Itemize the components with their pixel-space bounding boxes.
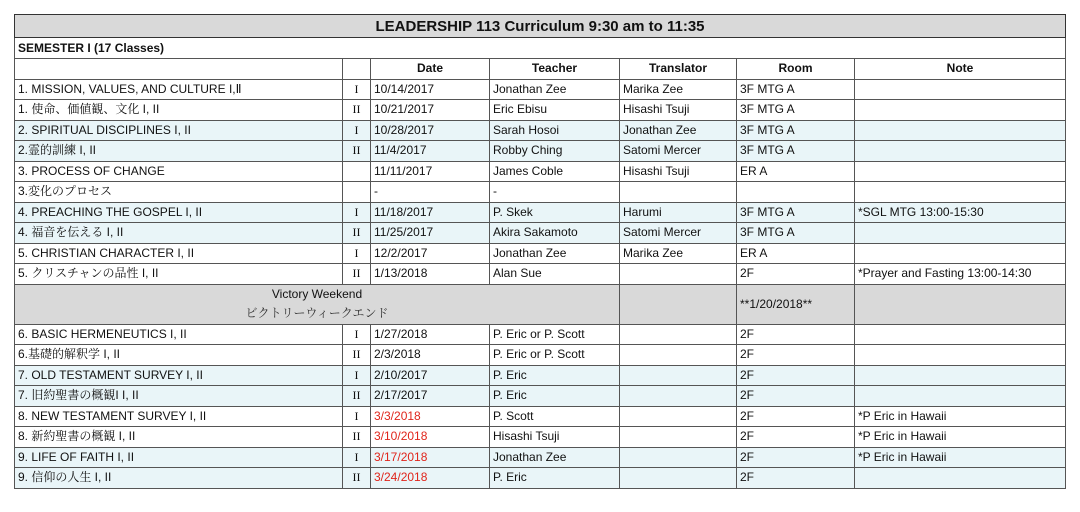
room-cell: 3F MTG A (737, 79, 855, 100)
course-cell: 1. MISSION, VALUES, AND CULTURE I,Ⅱ (15, 79, 343, 100)
level-cell: I (343, 202, 371, 223)
date-cell: - (371, 182, 490, 203)
course-cell: 4. 福音を伝える I, II (15, 223, 343, 244)
date-cell: 2/10/2017 (371, 365, 490, 386)
translator-cell (620, 386, 737, 407)
table-row (15, 386, 1066, 407)
teacher-cell: Jonathan Zee (490, 447, 620, 468)
date-cell: 11/4/2017 (371, 141, 490, 162)
header-row (15, 59, 1066, 80)
course-cell: 2. SPIRITUAL DISCIPLINES I, II (15, 120, 343, 141)
level-cell (343, 161, 371, 182)
note-cell (855, 100, 1066, 121)
room-cell: 3F MTG A (737, 141, 855, 162)
note-cell (855, 468, 1066, 489)
room-cell: ER A (737, 161, 855, 182)
level-cell: II (343, 386, 371, 407)
teacher-cell: P. Eric (490, 468, 620, 489)
note-cell (855, 345, 1066, 366)
translator-cell (620, 406, 737, 427)
note-cell (855, 161, 1066, 182)
header-course (15, 59, 343, 80)
level-cell: I (343, 243, 371, 264)
note-cell: *P Eric in Hawaii (855, 406, 1066, 427)
header-note: Note (855, 59, 1066, 80)
note-cell (855, 243, 1066, 264)
level-cell: I (343, 120, 371, 141)
teacher-cell: Hisashi Tsuji (490, 427, 620, 448)
note-cell (855, 324, 1066, 345)
table-row (15, 182, 1066, 203)
level-cell: I (343, 365, 371, 386)
room-cell: 2F (737, 264, 855, 285)
room-cell: 2F (737, 468, 855, 489)
table-row (15, 427, 1066, 448)
semester-label: SEMESTER I (17 Classes) (15, 38, 1066, 59)
course-cell: 1. 使命、価値観、文化 I, II (15, 100, 343, 121)
course-cell: 5. クリスチャンの品性 I, II (15, 264, 343, 285)
note-cell (855, 79, 1066, 100)
date-cell: 2/17/2017 (371, 386, 490, 407)
note-cell (855, 223, 1066, 244)
table-row (15, 468, 1066, 489)
course-cell: 9. 信仰の人生 I, II (15, 468, 343, 489)
table-row (15, 141, 1066, 162)
level-cell: I (343, 324, 371, 345)
level-cell: II (343, 345, 371, 366)
level-cell: II (343, 264, 371, 285)
date-cell: 10/21/2017 (371, 100, 490, 121)
course-cell: 3.変化のプロセス (15, 182, 343, 203)
date-cell: 10/28/2017 (371, 120, 490, 141)
header-teacher: Teacher (490, 59, 620, 80)
level-cell: I (343, 79, 371, 100)
room-cell (737, 182, 855, 203)
room-cell: 3F MTG A (737, 202, 855, 223)
room-cell: 2F (737, 427, 855, 448)
translator-cell (620, 264, 737, 285)
note-cell: *P Eric in Hawaii (855, 427, 1066, 448)
date-cell: 1/27/2018 (371, 324, 490, 345)
victory-weekend-date: **1/20/2018** (737, 284, 855, 324)
course-cell: 4. PREACHING THE GOSPEL I, II (15, 202, 343, 223)
header-level (343, 59, 371, 80)
date-cell: 1/13/2018 (371, 264, 490, 285)
room-cell: 3F MTG A (737, 100, 855, 121)
level-cell: II (343, 427, 371, 448)
translator-cell: Harumi (620, 202, 737, 223)
room-cell: 2F (737, 406, 855, 427)
victory-weekend-label (15, 284, 620, 324)
note-cell (855, 386, 1066, 407)
note-cell: *SGL MTG 13:00-15:30 (855, 202, 1066, 223)
victory-weekend-row (15, 284, 1066, 324)
note-cell (855, 120, 1066, 141)
table-row (15, 100, 1066, 121)
level-cell (343, 182, 371, 203)
level-cell: II (343, 141, 371, 162)
table-row (15, 120, 1066, 141)
date-cell: 11/25/2017 (371, 223, 490, 244)
teacher-cell: P. Eric or P. Scott (490, 324, 620, 345)
date-cell: 11/11/2017 (371, 161, 490, 182)
page-title: LEADERSHIP 113 Curriculum 9:30 am to 11:35 (15, 15, 1066, 38)
table-row (15, 345, 1066, 366)
curriculum-sheet (14, 14, 1065, 489)
teacher-cell: Jonathan Zee (490, 79, 620, 100)
course-cell: 9. LIFE OF FAITH I, II (15, 447, 343, 468)
room-cell: ER A (737, 243, 855, 264)
note-cell (855, 365, 1066, 386)
room-cell: 2F (737, 365, 855, 386)
teacher-cell: Sarah Hosoi (490, 120, 620, 141)
room-cell: 3F MTG A (737, 120, 855, 141)
level-cell: II (343, 468, 371, 489)
teacher-cell: P. Scott (490, 406, 620, 427)
teacher-cell: P. Skek (490, 202, 620, 223)
teacher-cell: Robby Ching (490, 141, 620, 162)
date-cell: 11/18/2017 (371, 202, 490, 223)
date-cell: 12/2/2017 (371, 243, 490, 264)
translator-cell (620, 345, 737, 366)
translator-cell (620, 324, 737, 345)
header-translator: Translator (620, 59, 737, 80)
course-cell: 8. 新約聖書の概観 I, II (15, 427, 343, 448)
course-cell: 6.基礎的解釈学 I, II (15, 345, 343, 366)
teacher-cell: - (490, 182, 620, 203)
date-cell: 3/17/2018 (371, 447, 490, 468)
victory-weekend-ja: ビクトリーウィークエンド (245, 306, 389, 320)
course-cell: 3. PROCESS OF CHANGE (15, 161, 343, 182)
translator-cell: Hisashi Tsuji (620, 100, 737, 121)
room-cell: 2F (737, 345, 855, 366)
teacher-cell: P. Eric (490, 365, 620, 386)
translator-cell (620, 365, 737, 386)
note-cell (855, 141, 1066, 162)
note-cell: *P Eric in Hawaii (855, 447, 1066, 468)
translator-cell (620, 182, 737, 203)
teacher-cell: P. Eric or P. Scott (490, 345, 620, 366)
table-row (15, 161, 1066, 182)
level-cell: II (343, 223, 371, 244)
room-cell: 2F (737, 324, 855, 345)
room-cell: 2F (737, 447, 855, 468)
teacher-cell: Eric Ebisu (490, 100, 620, 121)
teacher-cell: Akira Sakamoto (490, 223, 620, 244)
curriculum-table (14, 14, 1066, 489)
course-cell: 5. CHRISTIAN CHARACTER I, II (15, 243, 343, 264)
note-cell: *Prayer and Fasting 13:00-14:30 (855, 264, 1066, 285)
note-cell (855, 182, 1066, 203)
translator-cell: Satomi Mercer (620, 223, 737, 244)
teacher-cell: P. Eric (490, 386, 620, 407)
table-row (15, 202, 1066, 223)
room-cell: 3F MTG A (737, 223, 855, 244)
level-cell: I (343, 406, 371, 427)
course-cell: 8. NEW TESTAMENT SURVEY I, II (15, 406, 343, 427)
translator-cell: Jonathan Zee (620, 120, 737, 141)
level-cell: I (343, 447, 371, 468)
table-row (15, 264, 1066, 285)
teacher-cell: Alan Sue (490, 264, 620, 285)
date-cell: 10/14/2017 (371, 79, 490, 100)
teacher-cell: Jonathan Zee (490, 243, 620, 264)
victory-weekend-en: Victory Weekend (271, 287, 363, 301)
table-row (15, 79, 1066, 100)
course-cell: 2.霊的訓練 I, II (15, 141, 343, 162)
table-row (15, 324, 1066, 345)
translator-cell: Satomi Mercer (620, 141, 737, 162)
date-cell: 3/10/2018 (371, 427, 490, 448)
table-row (15, 447, 1066, 468)
header-date: Date (371, 59, 490, 80)
course-cell: 6. BASIC HERMENEUTICS I, II (15, 324, 343, 345)
course-cell: 7. OLD TESTAMENT SURVEY I, II (15, 365, 343, 386)
translator-cell (620, 447, 737, 468)
room-cell: 2F (737, 386, 855, 407)
header-room: Room (737, 59, 855, 80)
date-cell: 2/3/2018 (371, 345, 490, 366)
level-cell: II (343, 100, 371, 121)
teacher-cell: James Coble (490, 161, 620, 182)
date-cell: 3/24/2018 (371, 468, 490, 489)
translator-cell (620, 468, 737, 489)
course-cell: 7. 旧約聖書の概観I I, II (15, 386, 343, 407)
table-row (15, 406, 1066, 427)
translator-cell: Hisashi Tsuji (620, 161, 737, 182)
translator-cell: Marika Zee (620, 79, 737, 100)
translator-cell (620, 427, 737, 448)
victory-weekend-translator (620, 284, 737, 324)
translator-cell: Marika Zee (620, 243, 737, 264)
table-row (15, 223, 1066, 244)
table-row (15, 365, 1066, 386)
table-row (15, 243, 1066, 264)
date-cell: 3/3/2018 (371, 406, 490, 427)
victory-weekend-note (855, 284, 1066, 324)
